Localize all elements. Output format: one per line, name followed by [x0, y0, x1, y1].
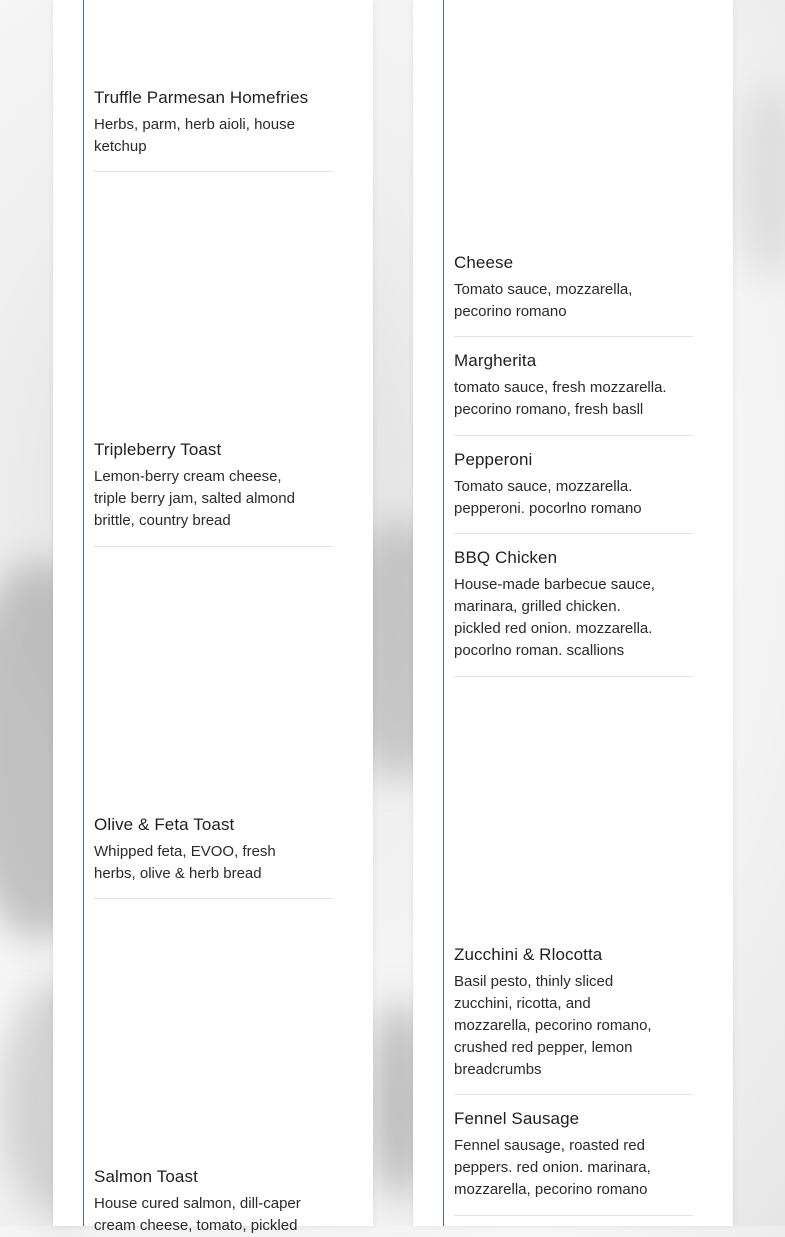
desc-line: breadcrumbs [454, 1061, 542, 1078]
item-divider [454, 1094, 693, 1095]
menu-item-description [94, 114, 333, 158]
menu-item [454, 548, 693, 662]
desc-line: triple berry jam, salted almond [94, 490, 295, 507]
menu-item [454, 253, 693, 323]
desc-line: Whipped feta, EVOO, fresh [94, 843, 276, 860]
desc-line: mozzarella, pecorino romano, [454, 1017, 652, 1034]
item-divider [94, 171, 333, 172]
menu-item [94, 440, 333, 532]
menu-item-name: Salmon Toast [94, 1167, 198, 1186]
desc-line: Tomato sauce, mozzarella, [454, 281, 633, 298]
desc-line: Lemon-berry cream cheese, [94, 468, 282, 485]
menu-item [454, 1109, 693, 1201]
desc-line: pecorino romano [454, 303, 567, 320]
menu-panel-right [413, 0, 733, 1226]
menu-item [94, 1167, 333, 1237]
desc-line: Herbs, parm, herb aioli, house [94, 116, 295, 133]
menu-item-description [94, 466, 333, 532]
desc-line: Basil pesto, thinly sliced [454, 973, 614, 990]
desc-line: tomato sauce, fresh mozzarella. [454, 379, 667, 396]
desc-line: pickled red onion. mozzarella. [454, 620, 653, 637]
menu-item-name: Fennel Sausage [454, 1109, 580, 1128]
item-divider [94, 546, 333, 547]
menu-item [454, 945, 693, 1081]
desc-line: Fennel sausage, roasted red [454, 1137, 645, 1154]
desc-line: mozzarella, pecorino romano [454, 1181, 648, 1198]
desc-line: Tomato sauce, mozzarella. [454, 478, 633, 495]
desc-line: crushed red pepper, lemon [454, 1039, 633, 1056]
desc-line: cream cheese, tomato, pickled [94, 1217, 298, 1234]
menu-item [94, 815, 333, 885]
desc-line: brittle, country bread [94, 512, 231, 529]
background-blur [735, 80, 785, 280]
item-divider [454, 336, 693, 337]
desc-line: pepperoni. pocorlno romano [454, 500, 642, 517]
menu-item-description [454, 574, 693, 662]
menu-item [454, 351, 693, 421]
menu-item-description [94, 841, 333, 885]
column-rule [83, 0, 84, 1226]
desc-line: zucchini, ricotta, and [454, 995, 591, 1012]
desc-line: ketchup [94, 138, 147, 155]
menu-item-description [454, 476, 693, 520]
menu-item-name: Pepperoni [454, 450, 533, 469]
item-divider [94, 898, 333, 899]
desc-line: marinara, grilled chicken. [454, 598, 621, 615]
menu-item-description [454, 377, 693, 421]
menu-item [454, 450, 693, 520]
desc-line: pecorino romano, fresh basll [454, 401, 644, 418]
desc-line: pocorlno roman. scallions [454, 642, 625, 659]
menu-item-name: Cheese [454, 253, 514, 272]
menu-item-description [94, 1193, 333, 1237]
menu-item-name: Olive & Feta Toast [94, 815, 235, 834]
menu-item-description [454, 279, 693, 323]
desc-line: peppers. red onion. marinara, [454, 1159, 651, 1176]
menu-item-name: BBQ Chicken [454, 548, 558, 567]
menu-item-name: Margherita [454, 351, 537, 370]
menu-panel-left [53, 0, 373, 1234]
desc-line: herbs, olive & herb bread [94, 865, 262, 882]
menu-item-description [454, 971, 693, 1081]
item-divider [454, 1215, 693, 1216]
menu-item [94, 88, 333, 158]
menu-item-name: Truffle Parmesan Homefries [94, 88, 309, 107]
desc-line: House cured salmon, dill-caper [94, 1195, 301, 1212]
item-divider [454, 435, 693, 436]
item-divider [454, 676, 693, 677]
menu-item-name: Tripleberry Toast [94, 440, 222, 459]
menu-item-description [454, 1135, 693, 1201]
item-divider [454, 533, 693, 534]
column-rule [443, 0, 444, 1226]
desc-line: House-made barbecue sauce, [454, 576, 655, 593]
menu-item-name: Zucchini & Rlocotta [454, 945, 603, 964]
